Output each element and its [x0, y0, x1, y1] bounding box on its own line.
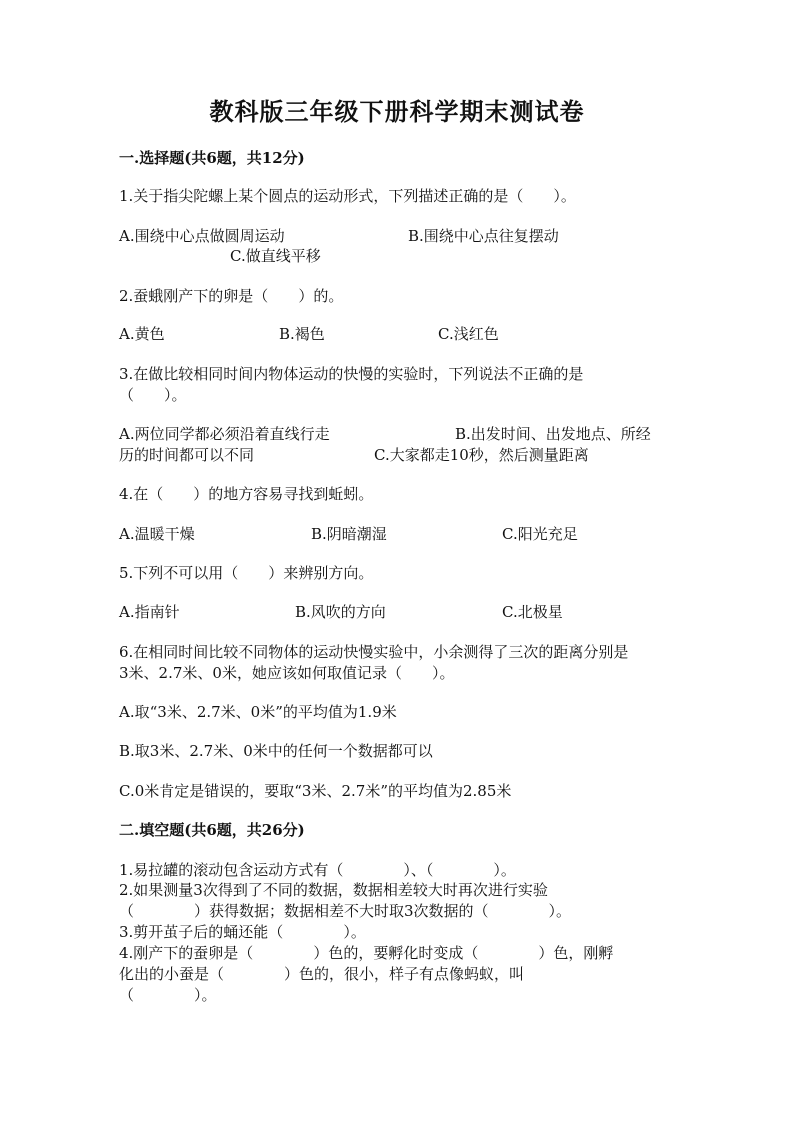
page-title: 教科版三年级下册科学期末测试卷 [209, 97, 585, 126]
question-2-stem: 2.蚕蛾刚产下的卵是（ ）的。 [119, 287, 344, 305]
question-4-option-a: A.温暖干燥 [119, 525, 195, 543]
question-6-option-c: C.0米肯定是错误的，要取“3米、2.7米”的平均值为2.85米 [119, 782, 512, 800]
fill-question-4-line-2: 化出的小蚕是（ ）色的，很小，样子有点像蚂蚁，叫 [119, 965, 525, 983]
section-heading-fill: 二.填空题(共6题，共26分) [119, 821, 305, 839]
question-3-option-b-line-2: 历的时间都可以不同 [119, 446, 255, 464]
fill-question-1: 1.易拉罐的滚动包含运动方式有（ ）、（ ）。 [119, 861, 516, 879]
question-1-option-a: A.围绕中心点做圆周运动 [119, 227, 285, 245]
question-3-option-c: C.大家都走10秒，然后测量距离 [374, 446, 589, 464]
question-4-stem: 4.在（ ）的地方容易寻找到蚯蚓。 [119, 485, 374, 503]
question-3-option-b-line-1: B.出发时间、出发地点、所经 [455, 425, 651, 443]
fill-question-4-line-1: 4.刚产下的蚕卵是（ ）色的，要孵化时变成（ ）色，刚孵 [119, 944, 614, 962]
question-1-stem: 1.关于指尖陀螺上某个圆点的运动形式，下列描述正确的是（ ）。 [119, 187, 576, 205]
question-2-option-a: A.黄色 [119, 325, 165, 343]
question-2-option-b: B.褐色 [279, 325, 325, 343]
question-5-option-a: A.指南针 [119, 603, 180, 621]
question-6-stem-line-1: 6.在相同时间比较不同物体的运动快慢实验中，小余测得了三次的距离分别是 [119, 643, 629, 661]
question-3-stem-line-1: 3.在做比较相同时间内物体运动的快慢的实验时，下列说法不正确的是 [119, 365, 584, 383]
question-1-option-c: C.做直线平移 [230, 247, 321, 265]
fill-question-2-line-1: 2.如果测量3次得到了不同的数据，数据相差较大时再次进行实验 [119, 881, 548, 899]
fill-question-4-line-3: （ ）。 [119, 986, 217, 1004]
question-4-option-b: B.阴暗潮湿 [311, 525, 387, 543]
question-6-option-b: B.取3米、2.7米、0米中的任何一个数据都可以 [119, 742, 433, 760]
section-heading-choice: 一.选择题(共6题，共12分) [119, 149, 305, 167]
question-5-stem: 5.下列不可以用（ ）来辨别方向。 [119, 564, 374, 582]
fill-question-3: 3.剪开茧子后的蛹还能（ ）。 [119, 923, 366, 941]
fill-question-2-line-2: （ ）获得数据；数据相差不大时取3次数据的（ ）。 [119, 902, 572, 920]
question-3-option-a: A.两位同学都必须沿着直线行走 [119, 425, 330, 443]
question-4-option-c: C.阳光充足 [502, 525, 578, 543]
question-3-stem-line-2: （ ）。 [119, 386, 187, 404]
question-6-option-a: A.取“3米、2.7米、0米”的平均值为1.9米 [119, 703, 397, 721]
question-5-option-c: C.北极星 [502, 603, 563, 621]
question-5-option-b: B.风吹的方向 [295, 603, 386, 621]
question-1-option-b: B.围绕中心点往复摆动 [408, 227, 559, 245]
question-6-stem-line-2: 3米、2.7米、0米，她应该如何取值记录（ ）。 [119, 664, 455, 682]
question-2-option-c: C.浅红色 [438, 325, 499, 343]
